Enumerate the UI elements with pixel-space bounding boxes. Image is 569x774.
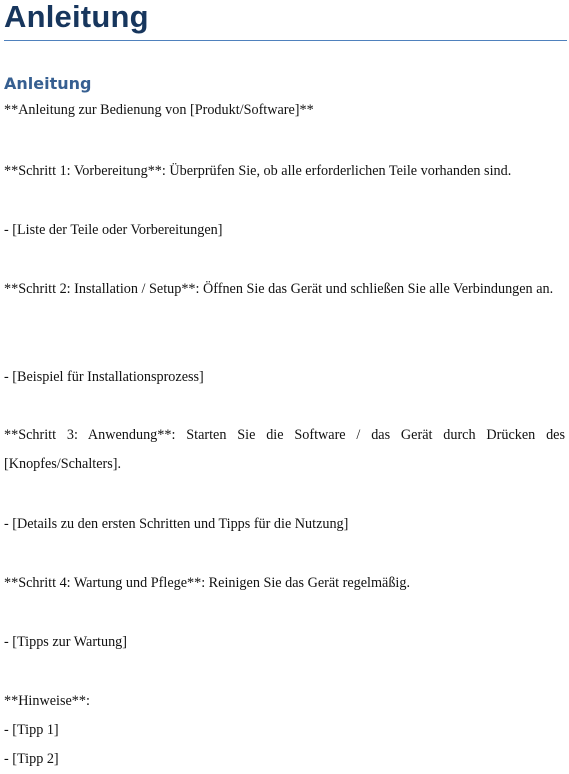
step-1-list-item: - [Liste der Teile oder Vorbereitungen] bbox=[4, 222, 223, 238]
note-item-1: - [Tipp 1] bbox=[4, 722, 59, 738]
document-page bbox=[4, 0, 567, 767]
document-title: Anleitung bbox=[4, 0, 149, 34]
section-heading: Anleitung bbox=[4, 74, 92, 93]
step-4-list-item: - [Tipps zur Wartung] bbox=[4, 634, 127, 650]
notes-heading-paragraph: **Hinweise**: bbox=[4, 693, 90, 709]
title-underline bbox=[4, 40, 567, 41]
step-4-paragraph: **Schritt 4: Wartung und Pflege**: Reinigen Sie das Gerät regelmäßig. bbox=[4, 575, 411, 591]
step-1-paragraph: **Schritt 1: Vorbereitung**: Überprüfen Sie, ob alle erforderlichen Teile vorhanden sind. bbox=[4, 163, 512, 179]
step-2-paragraph: **Schritt 2: Installation / Setup**: Öffnen Sie das Gerät und schließen Sie alle Verbindungen an. bbox=[4, 281, 554, 297]
step-3-list-item: - [Details zu den ersten Schritten und Tipps für die Nutzung] bbox=[4, 516, 349, 532]
step-2-list-item: - [Beispiel für Installationsprozess] bbox=[4, 369, 204, 385]
document-subtitle-paragraph: **Anleitung zur Bedienung von [Produkt/Software]** bbox=[4, 102, 314, 118]
note-item-2: - [Tipp 2] bbox=[4, 751, 59, 767]
step-3-paragraph: **Schritt 3: Anwendung**: Starten Sie die Software / das Gerät durch Drücken des [Knopfes/Schalters]. bbox=[4, 427, 565, 472]
